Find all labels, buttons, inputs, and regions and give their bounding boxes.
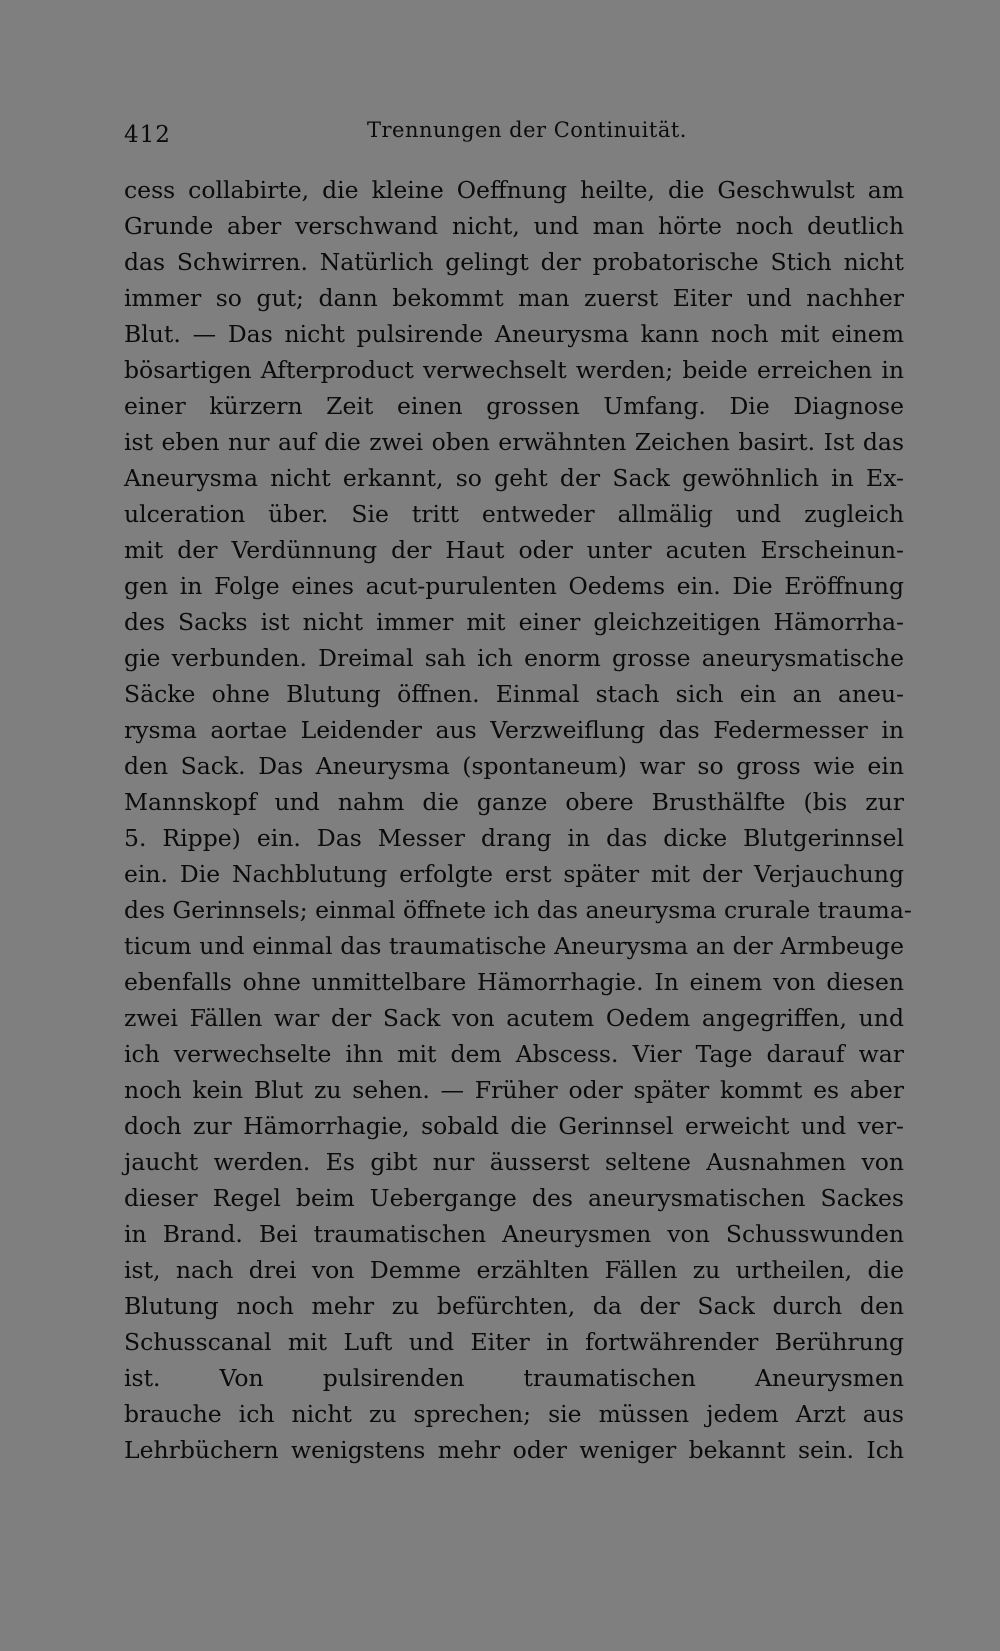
text-line: Säcke ohne Blutung öffnen. Einmal stach sich ein an aneu- xyxy=(124,680,904,708)
text-line: doch zur Hämorrhagie, sobald die Gerinnsel erweicht und ver- xyxy=(124,1112,904,1140)
text-line: Mannskopf und nahm die ganze obere Brusthälfte (bis zur xyxy=(124,788,904,816)
text-line: gen in Folge eines acut-purulenten Oedems ein. Die Eröffnung xyxy=(124,572,904,600)
text-line: brauche ich nicht zu sprechen; sie müssen jedem Arzt aus xyxy=(124,1400,904,1428)
text-line: ein. Die Nachblutung erfolgte erst später mit der Verjauchung xyxy=(124,860,904,888)
text-line: bösartigen Afterproduct verwechselt werden; beide erreichen in xyxy=(124,356,904,384)
text-line: jaucht werden. Es gibt nur äusserst seltene Ausnahmen von xyxy=(124,1148,904,1176)
text-line: ich verwechselte ihn mit dem Abscess. Vier Tage darauf war xyxy=(124,1040,904,1068)
text-line: ist. Von pulsirenden traumatischen Aneurysmen xyxy=(124,1364,904,1392)
text-line: Blut. — Das nicht pulsirende Aneurysma kann noch mit einem xyxy=(124,320,904,348)
text-line: Lehrbüchern wenigstens mehr oder weniger bekannt sein. Ich xyxy=(124,1436,904,1464)
text-line: des Sacks ist nicht immer mit einer gleichzeitigen Hämorrha- xyxy=(124,608,904,636)
running-title: Trennungen der Continuität. xyxy=(367,118,687,142)
text-line: Schusscanal mit Luft und Eiter in fortwährender Berührung xyxy=(124,1328,904,1356)
text-line: ist eben nur auf die zwei oben erwähnten Zeichen basirt. Ist das xyxy=(124,428,904,456)
text-line: noch kein Blut zu sehen. — Früher oder später kommt es aber xyxy=(124,1076,904,1104)
text-line: immer so gut; dann bekommt man zuerst Eiter und nachher xyxy=(124,284,904,312)
text-line: ticum und einmal das traumatische Aneurysma an der Armbeuge xyxy=(124,932,904,960)
text-line: in Brand. Bei traumatischen Aneurysmen von Schusswunden xyxy=(124,1220,904,1248)
text-line: rysma aortae Leidender aus Verzweiflung das Federmesser in xyxy=(124,716,904,744)
text-line: Aneurysma nicht erkannt, so geht der Sack gewöhnlich in Ex- xyxy=(124,464,904,492)
text-line: zwei Fällen war der Sack von acutem Oedem angegriffen, und xyxy=(124,1004,904,1032)
text-line: gie verbunden. Dreimal sah ich enorm grosse aneurysmatische xyxy=(124,644,904,672)
text-line: das Schwirren. Natürlich gelingt der probatorische Stich nicht xyxy=(124,248,904,276)
text-line: cess collabirte, die kleine Oeffnung heilte, die Geschwulst am xyxy=(124,176,904,204)
page-number: 412 xyxy=(124,122,171,148)
text-line: mit der Verdünnung der Haut oder unter acuten Erscheinun- xyxy=(124,536,904,564)
text-line: den Sack. Das Aneurysma (spontaneum) war so gross wie ein xyxy=(124,752,904,780)
text-line: ebenfalls ohne unmittelbare Hämorrhagie. In einem von diesen xyxy=(124,968,904,996)
text-line: ist, nach drei von Demme erzählten Fällen zu urtheilen, die xyxy=(124,1256,904,1284)
text-line: einer kürzern Zeit einen grossen Umfang. Die Diagnose xyxy=(124,392,904,420)
text-line: 5. Rippe) ein. Das Messer drang in das dicke Blutgerinnsel xyxy=(124,824,904,852)
text-line: ulceration über. Sie tritt entweder allmälig und zugleich xyxy=(124,500,904,528)
body-text xyxy=(124,172,912,1468)
text-line: des Gerinnsels; einmal öffnete ich das aneurysma crurale trauma- xyxy=(124,896,912,924)
text-line: dieser Regel beim Uebergange des aneurysmatischen Sackes xyxy=(124,1184,904,1212)
text-line: Grunde aber verschwand nicht, und man hörte noch deutlich xyxy=(124,212,904,240)
text-line: Blutung noch mehr zu befürchten, da der Sack durch den xyxy=(124,1292,904,1320)
